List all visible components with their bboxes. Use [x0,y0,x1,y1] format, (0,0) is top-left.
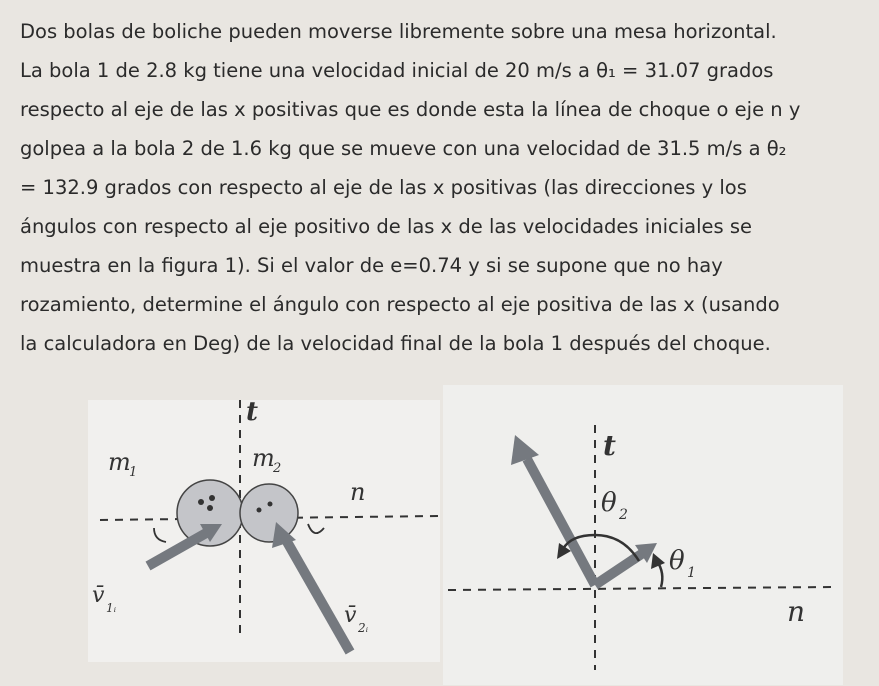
n-axis-label: n [350,478,366,506]
t-axis-label: t [246,400,259,427]
m1-label: m [108,448,131,476]
theta2-label: θ [601,488,617,518]
v2-label: v̄ [344,603,357,628]
theta1-arc-arrowhead [651,553,665,569]
problem-line-7: muestra en la figura 1). Si el valor de e=0.74 y si se supone que no hay [20,254,723,277]
ball-2-hole [257,508,262,513]
problem-line-4: golpea a la bola 2 de 1.6 kg que se mueve con una velocidad de 31.5 m/s a θ₂ [20,137,787,160]
ball-2-hole [268,502,273,507]
theta1-subscript: 1 [687,565,696,581]
ball-1-hole [207,505,213,511]
ball-2 [240,484,298,542]
figure-2-angles [443,385,843,685]
ball-1-hole [198,499,204,505]
problem-line-5: = 132.9 grados con respecto al eje de las x positivas (las direcciones y los [20,176,747,199]
v1-label: v̄ [92,583,105,608]
problem-line-3: respecto al eje de las x positivas que es donde esta la línea de choque o eje n y [20,98,801,121]
theta2-arrow-shaft [527,459,595,585]
figure-1-collision [88,400,440,662]
t-axis-label: t [603,429,616,462]
problem-line-6: ángulos con respecto al eje positivo de las x de las velocidades iniciales se [20,215,753,238]
n-axis-label: n [787,595,806,628]
ball-1-hole [209,495,215,501]
problem-line-2: La bola 1 de 2.8 kg tiene una velocidad inicial de 20 m/s a θ₁ = 31.07 grados [20,59,774,82]
angle-arc-2 [308,524,324,533]
angle-arc-1 [154,528,166,542]
problem-line-8: rozamiento, determine el ángulo con respecto al eje positiva de las x (usando [20,293,780,316]
problem-line-9: la calculadora en Deg) de la velocidad final de la bola 1 después del choque. [20,332,771,355]
theta2-subscript: 2 [619,507,628,523]
m2-subscript: 2 [273,461,282,476]
m1-subscript: 1 [129,465,138,480]
problem-line-1: Dos bolas de boliche pueden moverse libremente sobre una mesa horizontal. [20,20,777,43]
v2-arrow-shaft [286,540,350,652]
v2-subscript: 2ᵢ [358,621,369,635]
theta1-label: θ [669,546,685,576]
v1-subscript: 1ᵢ [106,601,117,615]
problem-statement [20,12,870,363]
m2-label: m [252,444,275,472]
n-axis-line [448,587,833,590]
